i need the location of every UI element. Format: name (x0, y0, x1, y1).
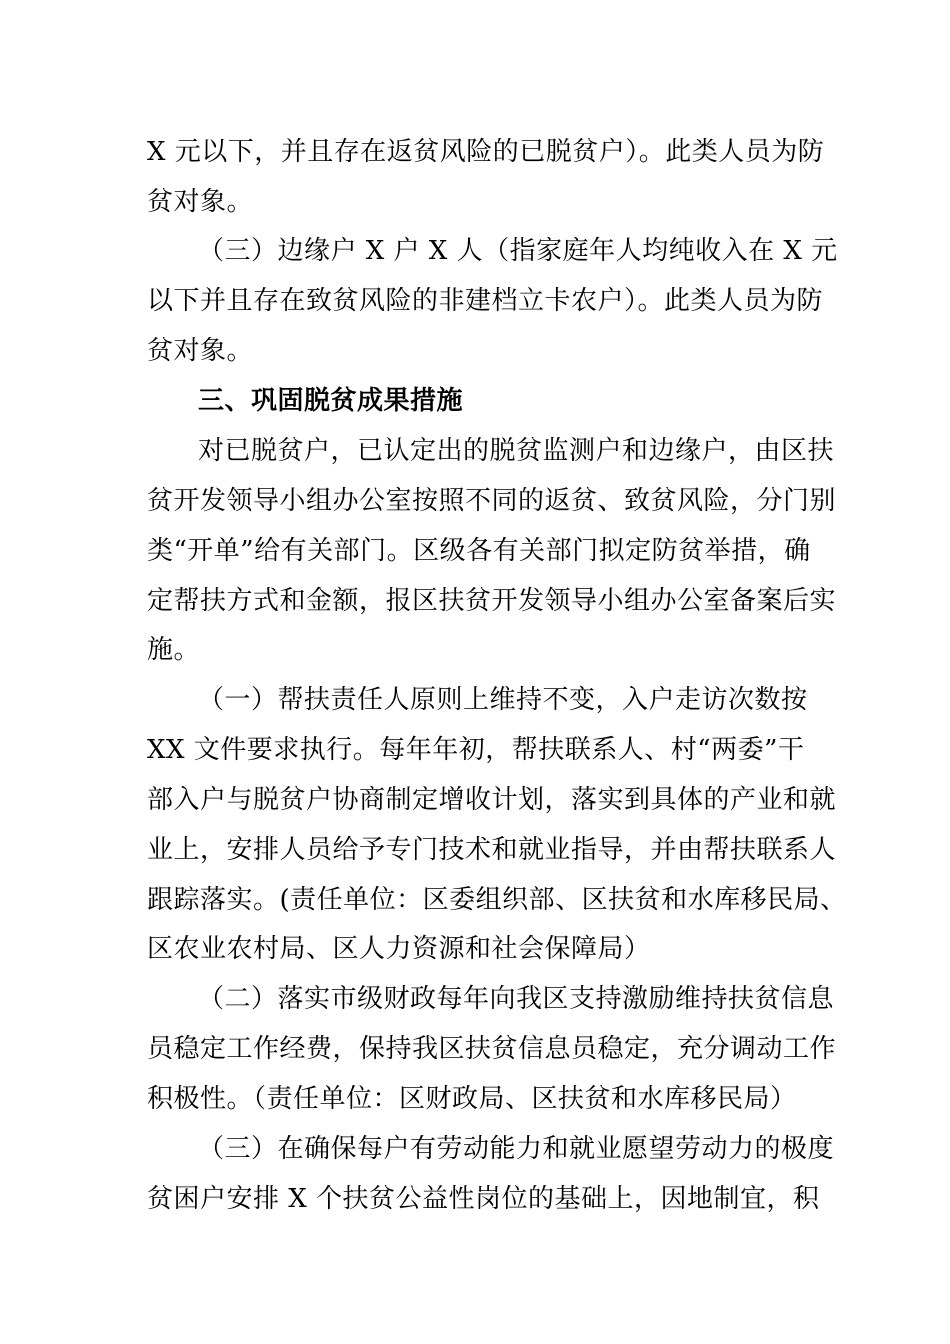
body-text-line: XX 文件要求执行。每年年初，帮扶联系人、村“两委”干 (147, 735, 805, 765)
sub-item-line: （二）落实市级财政每年向我区支持激励维持扶贫信息 (198, 984, 835, 1014)
body-text-line: 贫对象。 (147, 336, 254, 366)
body-text-line: 定帮扶方式和金额，报区扶贫开发领导小组办公室备案后实 (147, 586, 837, 616)
body-text-line: 业上，安排人员给予专门技术和就业指导，并由帮扶联系人 (147, 835, 837, 865)
paragraph-start-line: 对已脱贫户，已认定出的脱贫监测户和边缘户，由区扶 (198, 436, 835, 466)
sub-item-line: （三）边缘户 X 户 X 人（指家庭年人均纯收入在 X 元 (198, 236, 838, 266)
body-text-line: 部入户与脱贫户协商制定增收计划，落实到具体的产业和就 (147, 785, 837, 815)
body-text-line: 员稳定工作经费，保持我区扶贫信息员稳定，充分调动工作 (147, 1034, 837, 1064)
body-text-line: X 元以下，并且存在返贫风险的已脱贫户）。此类人员为防 (147, 137, 825, 167)
body-text-line: 以下并且存在致贫风险的非建档立卡农户）。此类人员为防 (147, 286, 824, 316)
body-text-line: 施。 (147, 635, 201, 665)
body-text-line: 贫开发领导小组办公室按照不同的返贫、致贫风险，分门别 (147, 486, 837, 516)
body-text-line: 贫困户安排 X 个扶贫公益性岗位的基础上，因地制宜，积 (147, 1184, 820, 1214)
body-text-line: 积极性。（责任单位：区财政局、区扶贫和水库移民局） (147, 1084, 797, 1114)
sub-item-line: （三）在确保每户有劳动能力和就业愿望劳动力的极度 (198, 1134, 835, 1164)
body-text-line: 类“开单”给有关部门。区级各有关部门拟定防贫举措，确 (147, 536, 811, 566)
sub-item-line: （一）帮扶责任人原则上维持不变，入户走访次数按 (198, 685, 808, 715)
section-heading: 三、巩固脱贫成果措施 (198, 386, 464, 416)
body-text-line: 跟踪落实。(责任单位：区委组织部、区扶贫和水库移民局、 (147, 885, 847, 915)
body-text-line: 区农业农村局、区人力资源和社会保障局） (147, 934, 651, 964)
body-text-line: 贫对象。 (147, 187, 254, 217)
